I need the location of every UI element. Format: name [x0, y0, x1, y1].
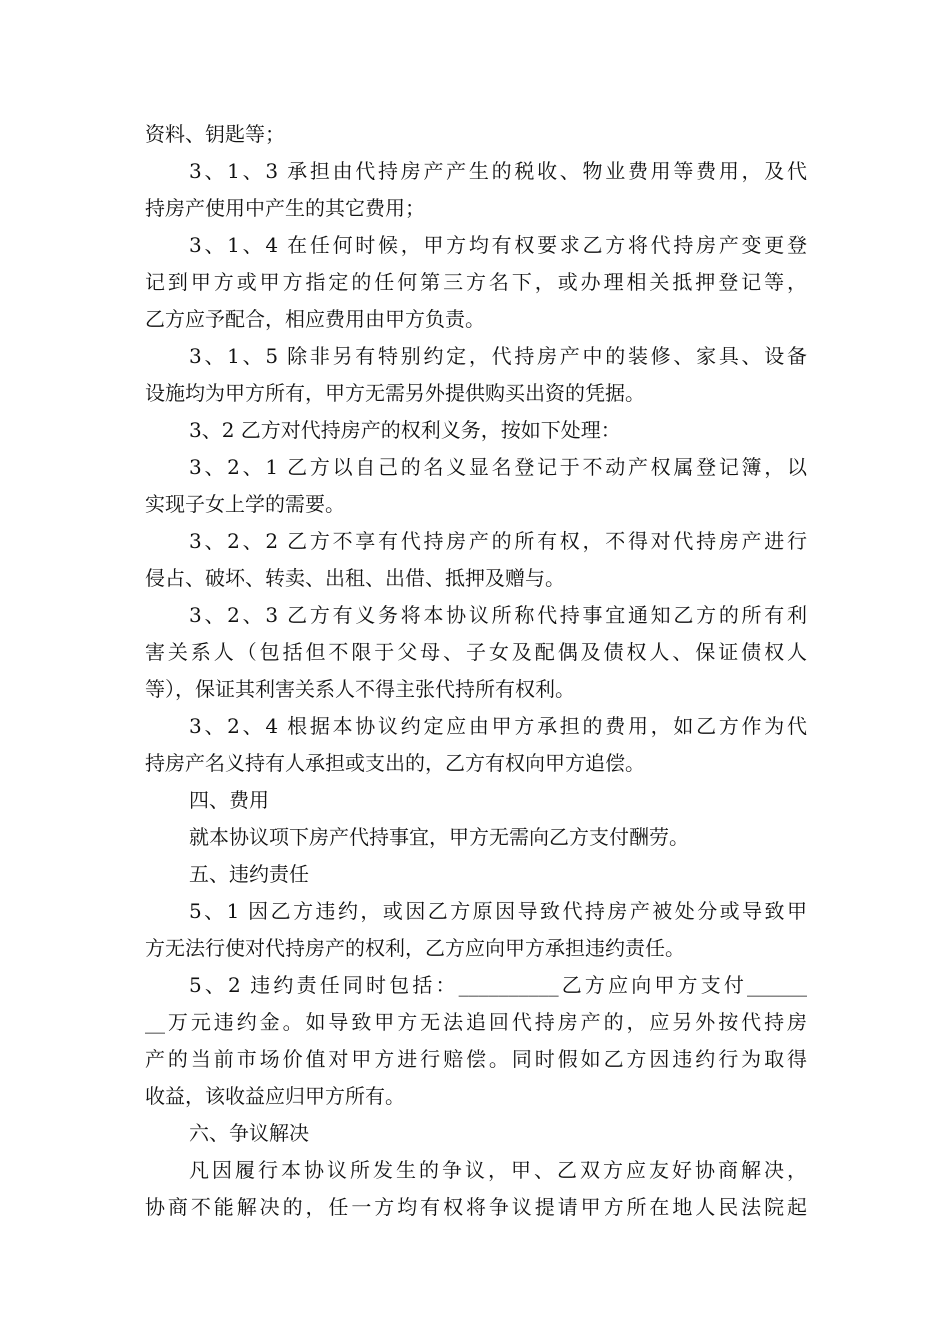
text-line: 方无法行使对代持房产的权利，乙方应向甲方承担违约责任。 — [145, 936, 685, 960]
text-line: 实现子女上学的需要。 — [145, 492, 345, 516]
text-line: 害关系人（包括但不限于父母、子女及配偶及债权人、保证债权人 — [145, 640, 807, 664]
text-line: __万元违约金。如导致甲方无法追回代持房产的，应另外按代持房 — [145, 1010, 807, 1034]
text-line: 凡因履行本协议所发生的争议，甲、乙双方应友好协商解决， — [189, 1158, 807, 1182]
text-line: 3、2、3 乙方有义务将本协议所称代持事宜通知乙方的所有利 — [189, 603, 807, 627]
text-line: 等），保证其利害关系人不得主张代持所有权利。 — [145, 677, 575, 701]
text-line: 六、争议解决 — [189, 1121, 309, 1145]
text-line: 3、1、5 除非另有特别约定，代持房产中的装修、家具、设备 — [189, 344, 807, 368]
text-line: 3、1、3 承担由代持房产产生的税收、物业费用等费用，及代 — [189, 159, 807, 183]
text-line: 资料、钥匙等； — [145, 122, 285, 146]
text-line: 五、违约责任 — [189, 862, 309, 886]
text-line: 设施均为甲方所有，甲方无需另外提供购买出资的凭据。 — [145, 381, 645, 405]
text-line: 持房产名义持有人承担或支出的，乙方有权向甲方追偿。 — [145, 751, 645, 775]
text-line: 侵占、破坏、转卖、出租、出借、抵押及赠与。 — [145, 566, 565, 590]
text-line: 记到甲方或甲方指定的任何第三方名下，或办理相关抵押登记等， — [145, 270, 807, 294]
text-line: 3、2、4 根据本协议约定应由甲方承担的费用，如乙方作为代 — [189, 714, 807, 738]
text-line: 3、2、1 乙方以自己的名义显名登记于不动产权属登记簿，以 — [189, 455, 807, 479]
text-line: 乙方应予配合，相应费用由甲方负责。 — [145, 307, 485, 331]
text-line: 协商不能解决的，任一方均有权将争议提请甲方所在地人民法院起 — [145, 1195, 807, 1219]
text-line: 持房产使用中产生的其它费用； — [145, 196, 425, 220]
text-line: 就本协议项下房产代持事宜，甲方无需向乙方支付酬劳。 — [189, 825, 689, 849]
text-line: 3、1、4 在任何时候，甲方均有权要求乙方将代持房产变更登 — [189, 233, 807, 257]
text-line: 四、费用 — [189, 788, 269, 812]
text-line: 3、2、2 乙方不享有代持房产的所有权，不得对代持房产进行 — [189, 529, 807, 553]
text-line: 3、2 乙方对代持房产的权利义务，按如下处理： — [189, 418, 621, 442]
text-line: 收益，该收益应归甲方所有。 — [145, 1084, 405, 1108]
text-line: 5、1 因乙方违约，或因乙方原因导致代持房产被处分或导致甲 — [189, 899, 807, 923]
text-line: 5、2 违约责任同时包括：__________乙方应向甲方支付______ — [189, 973, 807, 997]
document-body — [145, 116, 807, 1226]
text-line: 产的当前市场价值对甲方进行赔偿。同时假如乙方因违约行为取得 — [145, 1047, 807, 1071]
